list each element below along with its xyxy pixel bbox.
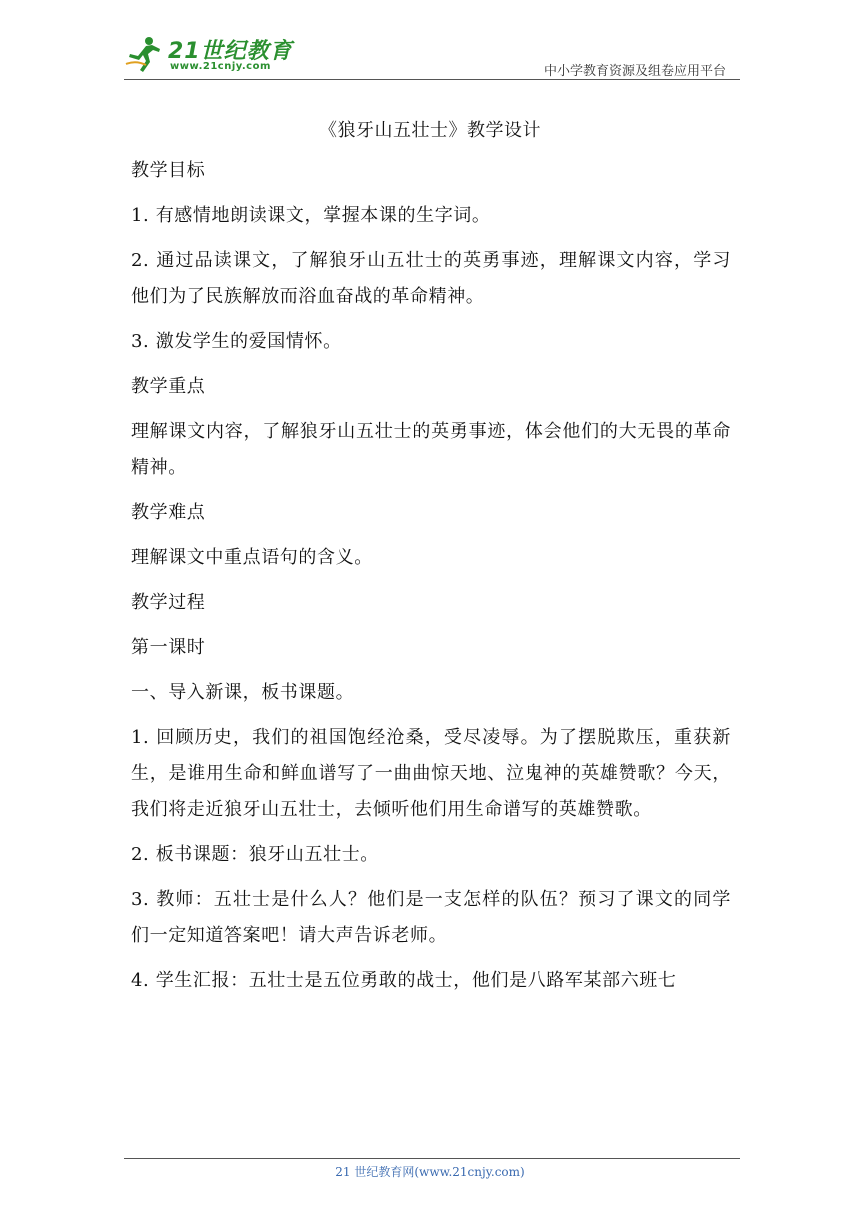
paragraph: 理解课文内容，了解狼牙山五壮士的英勇事迹，体会他们的大无畏的革命精神。 <box>131 421 731 478</box>
page-header <box>124 30 740 80</box>
running-figure-icon <box>124 34 164 74</box>
header-divider <box>124 79 740 80</box>
paragraph: 2. 板书课题：狼牙山五壮士。 <box>131 844 379 865</box>
paragraph: 理解课文中重点语句的含义。 <box>131 547 373 568</box>
logo-text: 21世纪教育 <box>168 39 293 64</box>
paragraph: 4. 学生汇报：五壮士是五位勇敢的战士，他们是八路军某部六班七 <box>131 970 677 991</box>
logo-url: www.21cnjy.com <box>170 61 271 72</box>
header-platform-text: 中小学教育资源及组卷应用平台 <box>543 64 726 79</box>
logo <box>124 34 293 76</box>
document-title: 《狼牙山五壮士》教学设计 <box>319 120 541 141</box>
section-heading: 教学过程 <box>131 592 206 613</box>
section-heading: 第一课时 <box>131 637 206 658</box>
paragraph: 1. 有感情地朗读课文，掌握本课的生字词。 <box>131 205 491 226</box>
paragraph: 一、导入新课，板书课题。 <box>131 682 355 703</box>
paragraph: 2. 通过品读课文，了解狼牙山五壮士的英勇事迹，理解课文内容，学习他们为了民族解放而浴血奋战的革命精神。 <box>131 250 731 307</box>
footer-divider <box>124 1158 740 1159</box>
paragraph: 3. 教师：五壮士是什么人？他们是一支怎样的队伍？预习了课文的同学们一定知道答案吧！请大声告诉老师。 <box>131 889 731 946</box>
paragraph: 1. 回顾历史，我们的祖国饱经沧桑，受尽凌辱。为了摆脱欺压，重获新生，是谁用生命和鲜血谱写了一曲曲惊天地、泣鬼神的英雄赞歌？今天，我们将走近狼牙山五壮士，去倾听他们用生命谱写的英雄赞歌。 <box>131 727 731 820</box>
section-heading: 教学难点 <box>131 502 206 523</box>
document-body <box>131 153 731 999</box>
page-footer: 21 世纪教育网(www.21cnjy.com) <box>335 1165 525 1179</box>
section-heading: 教学目标 <box>131 160 206 181</box>
section-heading: 教学重点 <box>131 376 206 397</box>
paragraph: 3. 激发学生的爱国情怀。 <box>131 331 342 352</box>
